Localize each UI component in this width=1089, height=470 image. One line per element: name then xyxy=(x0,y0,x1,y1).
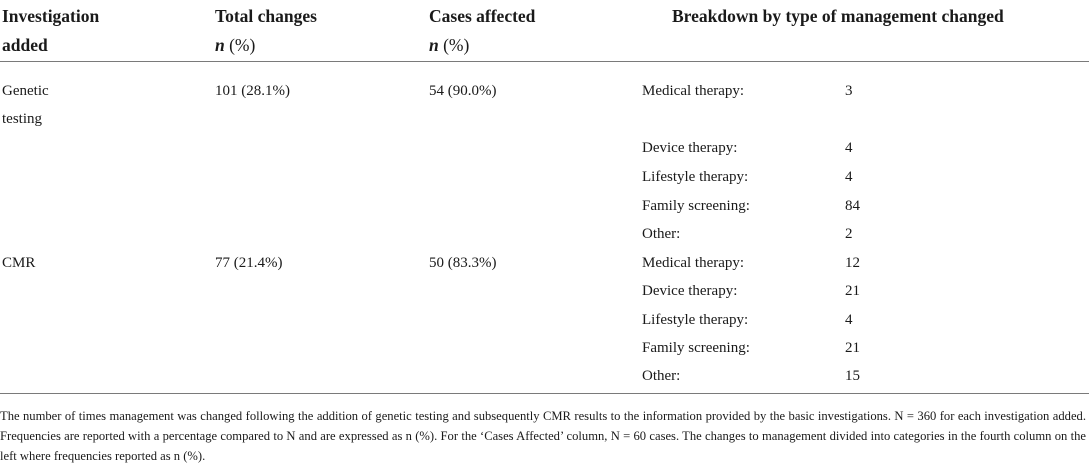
header-investigation-line1: Investigation xyxy=(2,6,100,26)
header-cases-n-line xyxy=(429,31,629,60)
row-cmr-investigation: CMR xyxy=(2,255,36,271)
header-breakdown xyxy=(672,2,1087,31)
row-genetic-breakdown-count-1: 4 xyxy=(845,140,853,156)
header-cases-pct: (%) xyxy=(443,35,470,55)
row-genetic-breakdown-count-2: 4 xyxy=(845,169,853,185)
row-cmr-breakdown-count-1: 21 xyxy=(845,283,860,299)
row-genetic-investigation: Genetic testing xyxy=(2,83,49,127)
table-footnote: The number of times management was changed following the addition of genetic testing and subsequently CMR results to the information provided by the basic investigations. N = 360 for each investigation added. Frequencies are reported with a percentage compared to N and are expressed as n (%). For the ‘Cases Affected’ column, N = 60 cases. The changes to management divided into categories in the fourth column on the left where frequencies reported as n (%). xyxy=(0,409,1086,463)
header-cases-affected xyxy=(429,2,629,60)
row-cmr-breakdown-count-4: 15 xyxy=(845,368,860,384)
row-cmr-breakdown-type-1: Device therapy: xyxy=(642,283,738,299)
row-cmr-breakdown-type-3: Family screening: xyxy=(642,340,750,356)
row-genetic-breakdown-type-2: Lifestyle therapy: xyxy=(642,169,749,185)
row-genetic-breakdown-count-3: 84 xyxy=(845,198,860,214)
header-investigation-added xyxy=(2,2,162,60)
row-genetic-breakdown-type-1: Device therapy: xyxy=(642,140,738,156)
header-total-line1: Total changes xyxy=(215,6,317,26)
row-cmr-breakdown-count-3: 21 xyxy=(845,340,860,356)
header-investigation-line2: added xyxy=(2,35,48,55)
table-header xyxy=(0,0,1089,62)
header-total-pct: (%) xyxy=(229,35,256,55)
row-cmr-cases: 50 (83.3%) xyxy=(429,255,497,271)
row-genetic-breakdown-count-4: 2 xyxy=(845,226,853,242)
header-cases-n: n xyxy=(429,35,439,55)
row-genetic-breakdown-type-3: Family screening: xyxy=(642,198,750,214)
header-cases-line1: Cases affected xyxy=(429,6,536,26)
row-cmr-breakdown-count-0: 12 xyxy=(845,255,860,271)
row-genetic-breakdown-count-0: 3 xyxy=(845,83,853,99)
header-total-n: n xyxy=(215,35,225,55)
header-total-changes xyxy=(215,2,415,60)
row-cmr-breakdown-type-2: Lifestyle therapy: xyxy=(642,312,749,328)
row-cmr-breakdown-type-4: Other: xyxy=(642,368,681,384)
header-total-n-line xyxy=(215,31,415,60)
row-genetic-cases: 54 (90.0%) xyxy=(429,83,497,99)
row-cmr-breakdown-count-2: 4 xyxy=(845,312,853,328)
table-bottom-rule xyxy=(0,393,1089,394)
row-genetic-breakdown-type-0: Medical therapy: xyxy=(642,83,745,99)
row-genetic-total: 101 (28.1%) xyxy=(215,83,290,99)
row-cmr-total: 77 (21.4%) xyxy=(215,255,283,271)
row-cmr-breakdown-type-0: Medical therapy: xyxy=(642,255,745,271)
row-genetic-breakdown-type-4: Other: xyxy=(642,226,681,242)
header-breakdown-label: Breakdown by type of management changed xyxy=(672,6,1004,26)
